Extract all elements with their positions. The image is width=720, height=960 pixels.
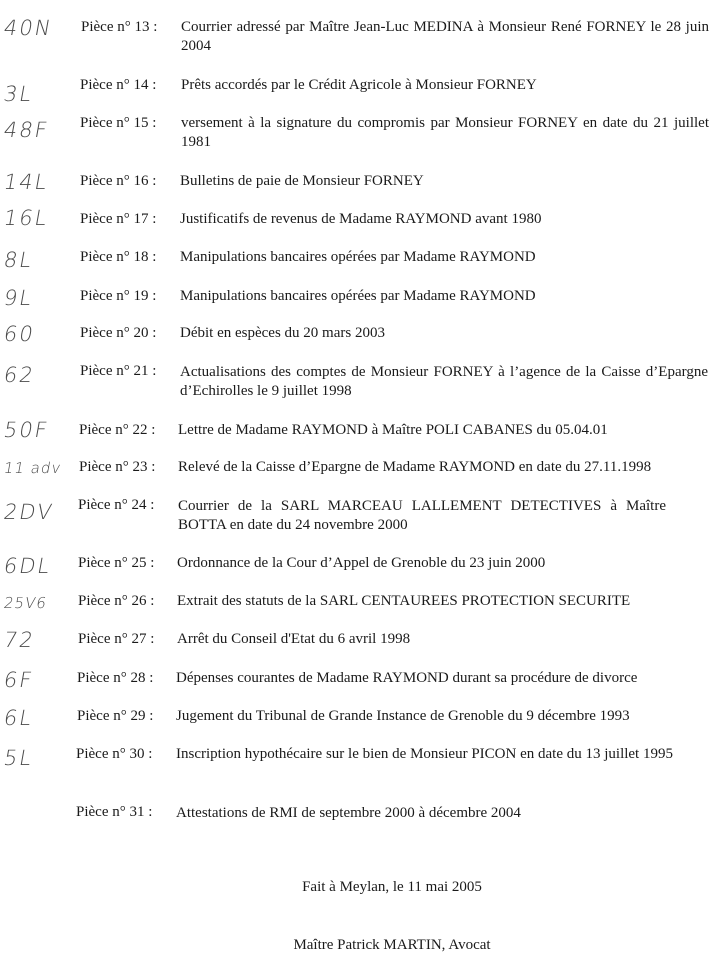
piece-description: Prêts accordés par le Crédit Agricole à Monsieur FORNEY bbox=[181, 77, 537, 93]
piece-description: Extrait des statuts de la SARL CENTAUREES PROTECTION SECURITE bbox=[177, 593, 631, 609]
piece-description: Justificatifs de revenus de Madame RAYMOND avant 1980 bbox=[180, 211, 542, 227]
piece-label: Pièce n° 30 : bbox=[76, 746, 153, 762]
handwritten-note: 60 bbox=[1, 322, 37, 346]
piece-description: Manipulations bancaires opérées par Madame RAYMOND bbox=[180, 249, 536, 265]
handwritten-note: 48F bbox=[1, 118, 51, 142]
piece-description: Attestations de RMI de septembre 2000 à décembre 2004 bbox=[176, 805, 521, 821]
handwritten-note: 11 adv bbox=[2, 459, 64, 477]
piece-label: Pièce n° 22 : bbox=[79, 422, 156, 438]
piece-label: Pièce n° 13 : bbox=[81, 19, 158, 35]
handwritten-note: 2DV bbox=[1, 500, 56, 524]
piece-description: Courrier de la SARL MARCEAU LALLEMENT DETECTIVES à Maître BOTTA en date du 24 novembre 2000 bbox=[178, 498, 666, 533]
piece-label: Pièce n° 25 : bbox=[78, 555, 155, 571]
handwritten-note: 62 bbox=[1, 363, 37, 387]
piece-label: Pièce n° 31 : bbox=[76, 804, 153, 820]
piece-description: Ordonnance de la Cour d’Appel de Grenoble du 23 juin 2000 bbox=[177, 555, 546, 571]
piece-label: Pièce n° 23 : bbox=[79, 459, 156, 475]
piece-label: Pièce n° 18 : bbox=[80, 249, 157, 265]
piece-description: Dépenses courantes de Madame RAYMOND durant sa procédure de divorce bbox=[176, 670, 638, 686]
piece-description: Bulletins de paie de Monsieur FORNEY bbox=[180, 173, 424, 189]
handwritten-note: 72 bbox=[1, 628, 37, 652]
piece-description: versement à la signature du compromis par Monsieur FORNEY en date du 21 juillet 1981 bbox=[181, 115, 709, 150]
handwritten-note: 6DL bbox=[1, 554, 54, 578]
piece-description: Inscription hypothécaire sur le bien de Monsieur PICON en date du 13 juillet 1995 bbox=[176, 746, 673, 762]
piece-label: Pièce n° 19 : bbox=[80, 288, 157, 304]
piece-label: Pièce n° 16 : bbox=[80, 173, 157, 189]
handwritten-note: 25V6 bbox=[2, 594, 49, 612]
handwritten-note: 40N bbox=[1, 16, 55, 40]
piece-label: Pièce n° 14 : bbox=[80, 77, 157, 93]
handwritten-note: 50F bbox=[1, 418, 51, 442]
piece-description: Courrier adressé par Maître Jean-Luc MEDINA à Monsieur René FORNEY le 28 juin 2004 bbox=[181, 19, 709, 54]
piece-description: Jugement du Tribunal de Grande Instance de Grenoble du 9 décembre 1993 bbox=[176, 708, 630, 724]
piece-label: Pièce n° 21 : bbox=[80, 363, 157, 379]
piece-label: Pièce n° 26 : bbox=[78, 593, 155, 609]
place-date: Fait à Meylan, le 11 mai 2005 bbox=[302, 879, 482, 895]
piece-label: Pièce n° 15 : bbox=[80, 115, 157, 131]
handwritten-note: 6F bbox=[1, 668, 36, 692]
piece-description: Manipulations bancaires opérées par Madame RAYMOND bbox=[180, 288, 536, 304]
handwritten-note: 8L bbox=[1, 248, 36, 272]
handwritten-note: 6L bbox=[1, 706, 36, 730]
piece-label: Pièce n° 29 : bbox=[77, 708, 154, 724]
piece-label: Pièce n° 24 : bbox=[78, 497, 155, 513]
piece-description: Débit en espèces du 20 mars 2003 bbox=[180, 325, 385, 341]
handwritten-note: 14L bbox=[1, 170, 51, 194]
piece-description: Relevé de la Caisse d’Epargne de Madame RAYMOND en date du 27.11.1998 bbox=[178, 459, 652, 475]
handwritten-note: 5L bbox=[1, 746, 36, 770]
piece-label: Pièce n° 27 : bbox=[78, 631, 155, 647]
handwritten-note: 9L bbox=[1, 286, 36, 310]
piece-label: Pièce n° 28 : bbox=[77, 670, 154, 686]
piece-label: Pièce n° 17 : bbox=[80, 211, 157, 227]
handwritten-note: 3L bbox=[1, 82, 36, 106]
piece-description: Arrêt du Conseil d'Etat du 6 avril 1998 bbox=[177, 631, 411, 647]
handwritten-note: 16L bbox=[1, 206, 51, 230]
signature-line: Maître Patrick MARTIN, Avocat bbox=[293, 937, 491, 953]
piece-label: Pièce n° 20 : bbox=[80, 325, 157, 341]
piece-description: Actualisations des comptes de Monsieur FORNEY à l’agence de la Caisse d’Epargne d’Echirolles le 9 juillet 1998 bbox=[180, 364, 708, 399]
piece-description: Lettre de Madame RAYMOND à Maître POLI CABANES du 05.04.01 bbox=[178, 422, 608, 438]
